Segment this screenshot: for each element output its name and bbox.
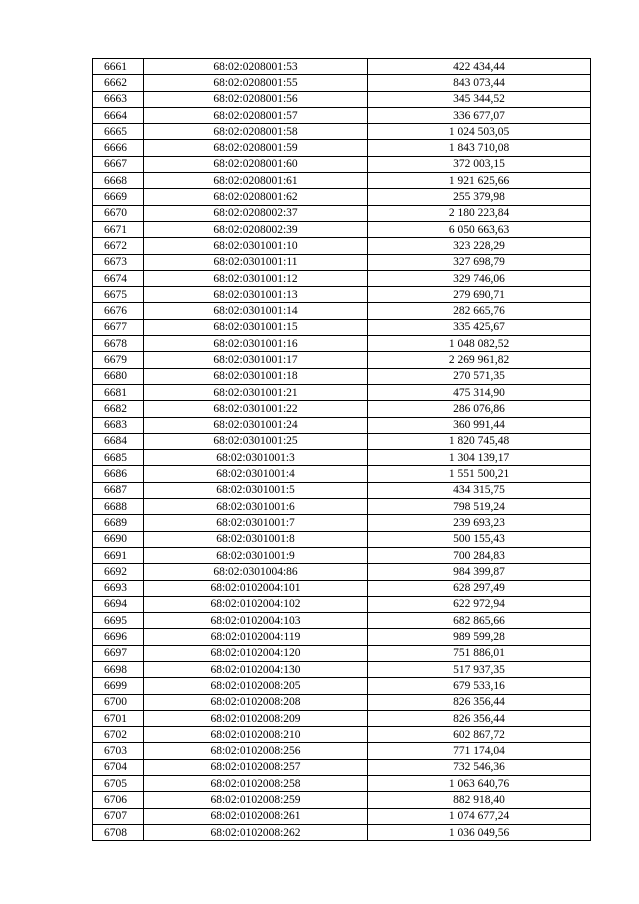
table-row [93,189,591,205]
cadastral-value-cell: 826 356,44 [368,710,591,726]
cadastral-value-cell: 239 693,23 [368,515,591,531]
cadastral-value-cell: 628 297,49 [368,580,591,596]
row-number-cell: 6674 [93,270,144,286]
cadastral-value-cell: 679 533,16 [368,678,591,694]
cadastral-number-cell: 68:02:0208001:55 [144,75,368,91]
row-number-cell: 6675 [93,287,144,303]
table-row [93,124,591,140]
table-row [93,613,591,629]
table-row [93,417,591,433]
row-number-cell: 6688 [93,499,144,515]
cadastral-number-cell: 68:02:0208001:61 [144,173,368,189]
table-row [93,75,591,91]
table-row [93,91,591,107]
cadastral-value-cell: 700 284,83 [368,547,591,563]
cadastral-value-cell: 602 867,72 [368,727,591,743]
cadastral-value-cell: 1 921 625,66 [368,173,591,189]
table-row [93,564,591,580]
table-row [93,433,591,449]
cadastral-number-cell: 68:02:0301004:86 [144,564,368,580]
cadastral-value-cell: 984 399,87 [368,564,591,580]
cadastral-value-cell: 843 073,44 [368,75,591,91]
table-row [93,384,591,400]
cadastral-value-cell: 517 937,35 [368,661,591,677]
document-page [92,58,591,841]
table-row [93,319,591,335]
cadastral-value-cell: 1 820 745,48 [368,433,591,449]
cadastral-value-cell: 1 024 503,05 [368,124,591,140]
cadastral-number-cell: 68:02:0102004:130 [144,661,368,677]
cadastral-number-cell: 68:02:0301001:15 [144,319,368,335]
row-number-cell: 6692 [93,564,144,580]
table-row [93,759,591,775]
cadastral-number-cell: 68:02:0102008:209 [144,710,368,726]
cadastral-value-cell: 798 519,24 [368,499,591,515]
cadastral-number-cell: 68:02:0301001:14 [144,303,368,319]
cadastral-number-cell: 68:02:0301001:16 [144,336,368,352]
table-row [93,808,591,824]
cadastral-number-cell: 68:02:0301001:21 [144,384,368,400]
row-number-cell: 6687 [93,482,144,498]
cadastral-number-cell: 68:02:0301001:7 [144,515,368,531]
cadastral-value-cell: 475 314,90 [368,384,591,400]
cadastral-value-cell: 2 180 223,84 [368,205,591,221]
cadastral-value-cell: 1 843 710,08 [368,140,591,156]
table-row [93,710,591,726]
cadastral-value-cell: 826 356,44 [368,694,591,710]
cadastral-number-cell: 68:02:0208001:62 [144,189,368,205]
row-number-cell: 6671 [93,221,144,237]
cadastral-value-cell: 360 991,44 [368,417,591,433]
cadastral-number-cell: 68:02:0301001:5 [144,482,368,498]
cadastral-value-cell: 345 344,52 [368,91,591,107]
cadastral-number-cell: 68:02:0102004:119 [144,629,368,645]
row-number-cell: 6667 [93,156,144,172]
table-row [93,140,591,156]
row-number-cell: 6703 [93,743,144,759]
cadastral-number-cell: 68:02:0301001:12 [144,270,368,286]
cadastral-number-cell: 68:02:0301001:6 [144,499,368,515]
cadastral-value-cell: 434 315,75 [368,482,591,498]
table-row [93,303,591,319]
table-row [93,59,591,75]
row-number-cell: 6661 [93,59,144,75]
row-number-cell: 6683 [93,417,144,433]
cadastral-value-cell: 771 174,04 [368,743,591,759]
table-row [93,547,591,563]
table-row [93,107,591,123]
cadastral-number-cell: 68:02:0208001:58 [144,124,368,140]
cadastral-value-cell: 989 599,28 [368,629,591,645]
row-number-cell: 6700 [93,694,144,710]
row-number-cell: 6698 [93,661,144,677]
cadastral-value-cell: 1 074 677,24 [368,808,591,824]
row-number-cell: 6680 [93,368,144,384]
table-row [93,515,591,531]
row-number-cell: 6673 [93,254,144,270]
table-row [93,352,591,368]
cadastral-number-cell: 68:02:0102008:262 [144,824,368,840]
cadastral-number-cell: 68:02:0301001:25 [144,433,368,449]
cadastral-value-cell: 1 551 500,21 [368,466,591,482]
row-number-cell: 6697 [93,645,144,661]
table-row [93,645,591,661]
cadastral-number-cell: 68:02:0208002:39 [144,221,368,237]
table-row [93,678,591,694]
cadastral-value-cell: 270 571,35 [368,368,591,384]
cadastral-value-cell: 6 050 663,63 [368,221,591,237]
row-number-cell: 6701 [93,710,144,726]
row-number-cell: 6668 [93,173,144,189]
table-row [93,173,591,189]
cadastral-value-cell: 422 434,44 [368,59,591,75]
row-number-cell: 6696 [93,629,144,645]
cadastral-number-cell: 68:02:0208001:60 [144,156,368,172]
cadastral-number-cell: 68:02:0102008:205 [144,678,368,694]
row-number-cell: 6690 [93,531,144,547]
cadastral-number-cell: 68:02:0301001:3 [144,450,368,466]
table-row [93,466,591,482]
table-row [93,336,591,352]
table-row [93,254,591,270]
table-row [93,368,591,384]
table-row [93,776,591,792]
row-number-cell: 6686 [93,466,144,482]
cadastral-value-cell: 336 677,07 [368,107,591,123]
cadastral-number-cell: 68:02:0301001:13 [144,287,368,303]
row-number-cell: 6663 [93,91,144,107]
cadastral-number-cell: 68:02:0208001:56 [144,91,368,107]
cadastral-number-cell: 68:02:0301001:8 [144,531,368,547]
cadastral-value-cell: 282 665,76 [368,303,591,319]
cadastral-number-cell: 68:02:0102008:208 [144,694,368,710]
table-row [93,238,591,254]
cadastral-number-cell: 68:02:0208001:57 [144,107,368,123]
row-number-cell: 6706 [93,792,144,808]
row-number-cell: 6702 [93,727,144,743]
cadastral-value-cell: 323 228,29 [368,238,591,254]
cadastral-number-cell: 68:02:0301001:9 [144,547,368,563]
cadastral-number-cell: 68:02:0301001:17 [144,352,368,368]
cadastral-number-cell: 68:02:0102008:257 [144,759,368,775]
table-row [93,287,591,303]
row-number-cell: 6689 [93,515,144,531]
row-number-cell: 6685 [93,450,144,466]
row-number-cell: 6662 [93,75,144,91]
cadastral-value-cell: 751 886,01 [368,645,591,661]
table-row [93,694,591,710]
cadastral-value-cell: 329 746,06 [368,270,591,286]
table-row [93,205,591,221]
cadastral-value-cell: 882 918,40 [368,792,591,808]
row-number-cell: 6676 [93,303,144,319]
cadastral-value-cell: 1 304 139,17 [368,450,591,466]
row-number-cell: 6665 [93,124,144,140]
row-number-cell: 6699 [93,678,144,694]
cadastral-value-cell: 622 972,94 [368,596,591,612]
cadastral-number-cell: 68:02:0208002:37 [144,205,368,221]
table-row [93,450,591,466]
cadastral-number-cell: 68:02:0208001:59 [144,140,368,156]
table-row [93,580,591,596]
table-row [93,743,591,759]
cadastral-number-cell: 68:02:0102004:101 [144,580,368,596]
table-row [93,499,591,515]
table-row [93,482,591,498]
row-number-cell: 6691 [93,547,144,563]
row-number-cell: 6684 [93,433,144,449]
cadastral-value-cell: 327 698,79 [368,254,591,270]
row-number-cell: 6666 [93,140,144,156]
table-row [93,221,591,237]
row-number-cell: 6679 [93,352,144,368]
cadastral-value-cell: 500 155,43 [368,531,591,547]
row-number-cell: 6705 [93,776,144,792]
cadastral-number-cell: 68:02:0102004:103 [144,613,368,629]
table-row [93,531,591,547]
cadastral-number-cell: 68:02:0301001:4 [144,466,368,482]
row-number-cell: 6707 [93,808,144,824]
cadastral-value-cell: 732 546,36 [368,759,591,775]
row-number-cell: 6670 [93,205,144,221]
row-number-cell: 6672 [93,238,144,254]
cadastral-number-cell: 68:02:0208001:53 [144,59,368,75]
row-number-cell: 6695 [93,613,144,629]
table-row [93,629,591,645]
cadastral-number-cell: 68:02:0301001:11 [144,254,368,270]
row-number-cell: 6704 [93,759,144,775]
cadastral-number-cell: 68:02:0102008:261 [144,808,368,824]
cadastral-value-cell: 1 063 640,76 [368,776,591,792]
cadastral-value-cell: 335 425,67 [368,319,591,335]
row-number-cell: 6682 [93,401,144,417]
table-body [93,59,591,841]
cadastral-number-cell: 68:02:0301001:18 [144,368,368,384]
row-number-cell: 6664 [93,107,144,123]
cadastral-number-cell: 68:02:0102008:258 [144,776,368,792]
cadastral-value-cell: 255 379,98 [368,189,591,205]
cadastral-value-cell: 1 036 049,56 [368,824,591,840]
cadastral-value-cell: 372 003,15 [368,156,591,172]
cadastral-value-table [92,58,591,841]
row-number-cell: 6681 [93,384,144,400]
cadastral-number-cell: 68:02:0102008:210 [144,727,368,743]
row-number-cell: 6693 [93,580,144,596]
cadastral-value-cell: 2 269 961,82 [368,352,591,368]
row-number-cell: 6708 [93,824,144,840]
cadastral-number-cell: 68:02:0301001:22 [144,401,368,417]
cadastral-number-cell: 68:02:0102008:256 [144,743,368,759]
cadastral-number-cell: 68:02:0102004:102 [144,596,368,612]
table-row [93,270,591,286]
cadastral-value-cell: 1 048 082,52 [368,336,591,352]
table-row [93,792,591,808]
cadastral-number-cell: 68:02:0301001:10 [144,238,368,254]
cadastral-value-cell: 286 076,86 [368,401,591,417]
cadastral-number-cell: 68:02:0102004:120 [144,645,368,661]
table-row [93,156,591,172]
row-number-cell: 6694 [93,596,144,612]
cadastral-value-cell: 279 690,71 [368,287,591,303]
table-row [93,596,591,612]
table-row [93,727,591,743]
row-number-cell: 6678 [93,336,144,352]
table-row [93,824,591,840]
cadastral-number-cell: 68:02:0301001:24 [144,417,368,433]
row-number-cell: 6677 [93,319,144,335]
cadastral-value-cell: 682 865,66 [368,613,591,629]
table-row [93,661,591,677]
cadastral-number-cell: 68:02:0102008:259 [144,792,368,808]
row-number-cell: 6669 [93,189,144,205]
table-row [93,401,591,417]
